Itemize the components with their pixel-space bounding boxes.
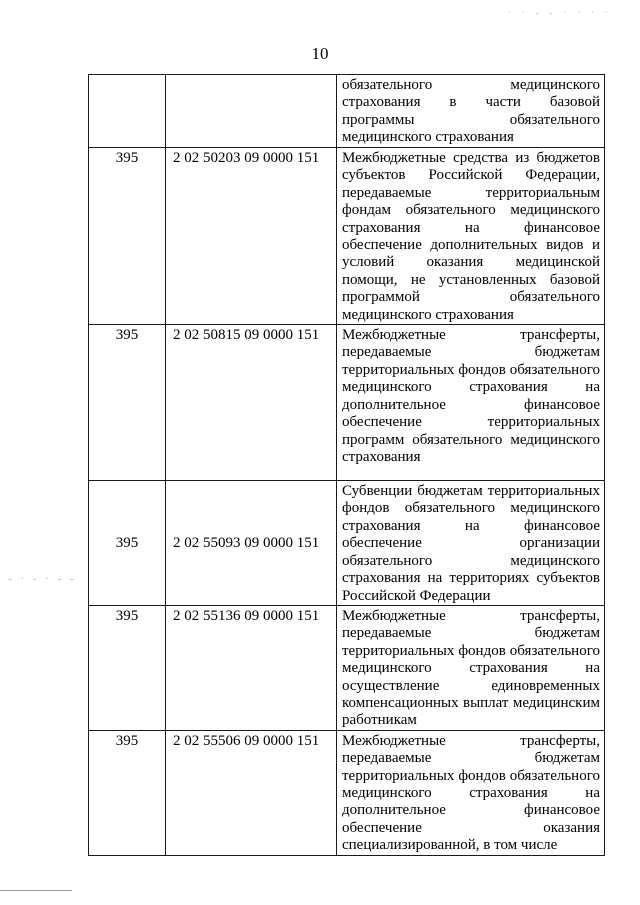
table-row	[89, 605, 605, 730]
page-number: 10	[311, 44, 329, 63]
income-description-cell: обязательного медицинского страхования в части базовой программы обязательного медицинского страхования	[337, 75, 605, 148]
budget-code-table	[88, 74, 605, 856]
scan-artifact-dots: · · - - · · · ·	[507, 8, 612, 19]
income-description-cell: Межбюджетные трансферты, передаваемые бюджетам территориальных фондов обязательного медицинского страхования на дополнительное финансовое обеспечение территориальных программ обязательного медицинского страхования	[337, 325, 605, 481]
admin-code-cell: 395	[89, 730, 166, 855]
income-description-cell: Межбюджетные трансферты, передаваемые бюджетам территориальных фондов обязательного медицинского страхования на дополнительное финансовое обеспечение оказания специализированной, в том числе	[337, 730, 605, 855]
admin-code-cell: 395	[89, 605, 166, 730]
table-row	[89, 75, 605, 148]
scan-artifact-dashes: - · - · - -	[8, 573, 77, 585]
income-description-cell: Субвенции бюджетам территориальных фондов обязательного медицинского страхования на финансовое обеспечение организации обязательного медицинского страхования на территориях субъектов Российской Федерации	[337, 481, 605, 606]
income-description-cell: Межбюджетные трансферты, передаваемые бюджетам территориальных фондов обязательного медицинского страхования на осуществление единовременных компенсационных выплат медицинским работникам	[337, 605, 605, 730]
budget-classification-code-cell: 2 02 50203 09 0000 151	[166, 148, 337, 325]
table-row	[89, 481, 605, 606]
budget-classification-code-cell	[166, 75, 337, 148]
budget-classification-code-cell: 2 02 55093 09 0000 151	[166, 481, 337, 606]
admin-code-cell: 395	[89, 481, 166, 606]
admin-code-cell: 395	[89, 325, 166, 481]
admin-code-cell: 395	[89, 148, 166, 325]
table-row	[89, 148, 605, 325]
table-row	[89, 730, 605, 855]
scan-artifact-line	[0, 890, 72, 891]
budget-classification-code-cell: 2 02 50815 09 0000 151	[166, 325, 337, 481]
income-description-cell: Межбюджетные средства из бюджетов субъектов Российской Федерации, передаваемые территориальным фондам обязательного медицинского страхования на финансовое обеспечение дополнительных видов и условий оказания медицинской помощи, не установленных базовой программой обязательного медицинского страхования	[337, 148, 605, 325]
table-row	[89, 325, 605, 481]
admin-code-cell	[89, 75, 166, 148]
budget-classification-code-cell: 2 02 55136 09 0000 151	[166, 605, 337, 730]
budget-classification-code-cell: 2 02 55506 09 0000 151	[166, 730, 337, 855]
